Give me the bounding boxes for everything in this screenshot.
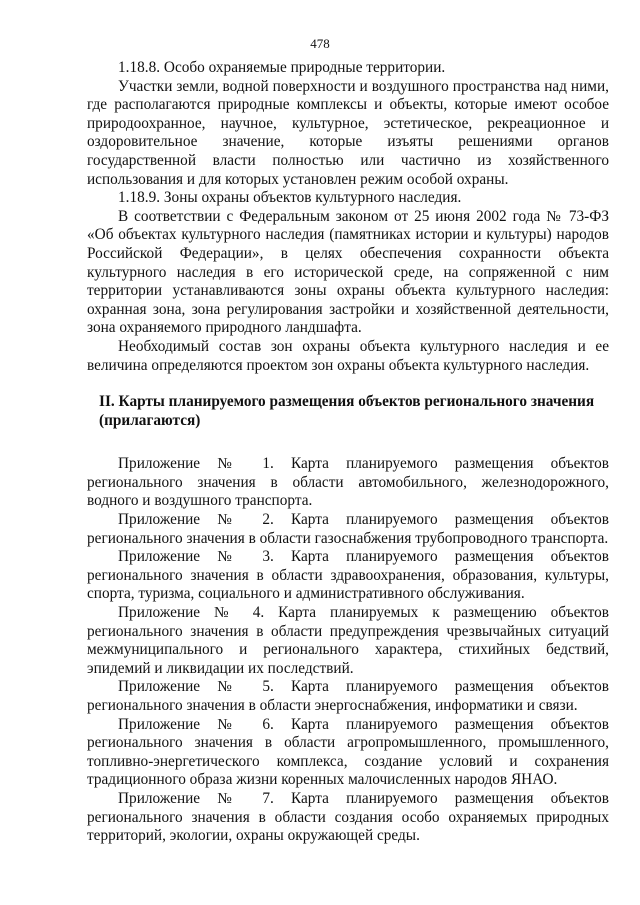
- appendix-item: Приложение № 7. Карта планируемого размещения объектов регионального значения в области создания особо охраняемых природных территорий, экологии, охраны окружающей среды.: [87, 789, 609, 845]
- appendix-item: Приложение № 3. Карта планируемого размещения объектов регионального значения в области здравоохранения, образования, культуры, спорта, туризма, социального и административного обслуживания.: [87, 548, 609, 603]
- section-1-18-9-title: 1.18.9. Зоны охраны объектов культурного наследия.: [118, 189, 462, 207]
- section-1-18-8-title: 1.18.8. Особо охраняемые природные территории.: [118, 59, 446, 76]
- appendix-item: Приложение № 6. Карта планируемого размещения объектов регионального значения в области агропромышленного, промышленного, топливно-энергетического комплекса, создание условий и сохранения традиционного образа жизни коренных малочисленных народов ЯНАО.: [87, 715, 609, 789]
- appendix-item: Приложение № 2. Карта планируемого размещения объектов регионального значения в области газоснабжения трубопроводного транспорта.: [87, 511, 609, 547]
- appendix-item: Приложение № 1. Карта планируемого размещения объектов регионального значения в области автомобильного, железнодорожного, водного и воздушного транспорта.: [87, 455, 609, 510]
- section-1-18-9-text: В соответствии с Федеральным законом от 25 июня 2002 года № 73-ФЗ «Об объектах культурного наследия (памятниках истории и культуры) народов Российской Федерации», в целях обеспечения сохранности объекта культурного наследия в его исторической среде, на сопряженной с ним территории устанавливаются зоны охраны объекта культурного наследия: охранная зона, зона регулирования застройки и хозяйственной деятельности, зона охраняемого природного ландшафта.: [87, 207, 609, 337]
- document-body: [87, 59, 609, 846]
- section-heading-line-1: II. Карты планируемого размещения объектов регионального значения: [99, 393, 595, 411]
- appendix-item: Приложение № 5. Карта планируемого размещения объектов регионального значения в области энергоснабжения, информатики и связи.: [87, 678, 609, 714]
- section-heading-line-2: (прилагаются): [99, 411, 201, 429]
- appendix-item: Приложение № 4. Карта планируемых к размещению объектов регионального значения в области предупреждения чрезвычайных ситуаций межмуниципального и регионального характера, стихийных бедствий, эпидемий и ликвидации их последствий.: [87, 604, 609, 677]
- section-1-18-9-text-2: Необходимый состав зон охраны объекта культурного наследия и ее величина определяются проектом зон охраны объекта культурного наследия.: [87, 337, 609, 374]
- section-1-18-8-text: Участки земли, водной поверхности и воздушного пространства над ними, где располагаются природные комплексы и объекты, которые имеют особое природоохранное, научное, культурное, эстетическое, рекреационное и оздоровительное значение, которые изъяты решениями органов государственной власти полностью или частично из хозяйственного использования и для которых установлен режим особой охраны.: [87, 77, 609, 188]
- section-heading: [87, 393, 609, 430]
- page-number: 478: [310, 36, 330, 51]
